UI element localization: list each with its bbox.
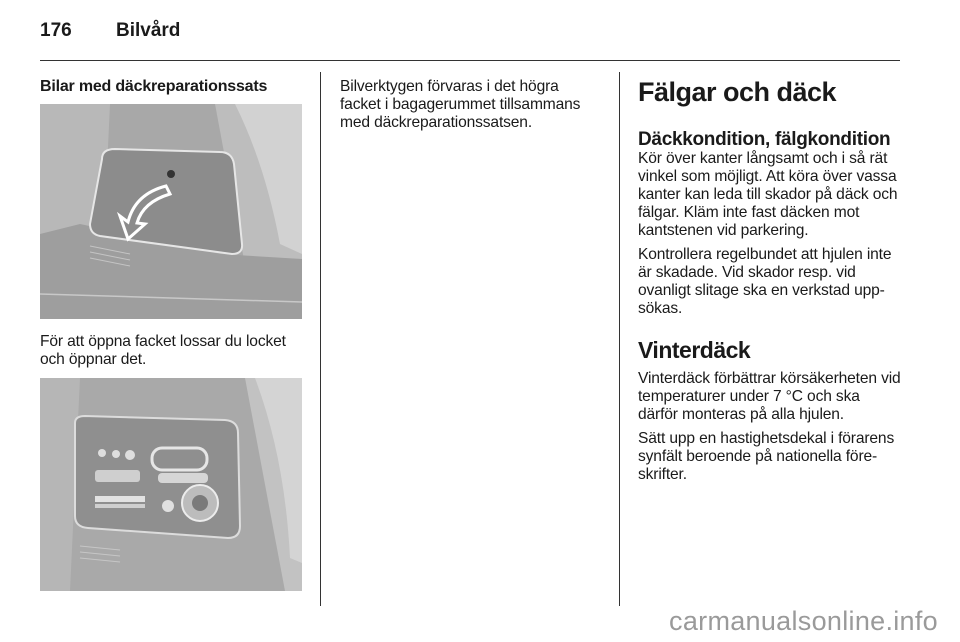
toolkit-drawing [40, 378, 302, 591]
section-heading-repair-kit: Bilar med däckreparationssats [40, 78, 268, 95]
page-number: 176 [40, 20, 72, 41]
tire-condition-p2: Kontrollera regelbundet att hjulen inte är skadade. Vid skador resp. vid ovanligt slitage ska en verkstad upp-sökas. [638, 246, 892, 317]
section-heading-winter-tires: Vinterdäck [638, 337, 751, 363]
watermark-text: carmanualsonline.info [669, 606, 938, 636]
chapter-title: Bilvård [116, 20, 181, 41]
figure-caption [40, 333, 302, 375]
column-middle [340, 78, 602, 138]
illustration-toolkit-compartment [40, 378, 302, 591]
toolkit-text: Bilverktygen förvaras i det högra facket i bagagerummet tillsammans med däckreparationssatsen. [340, 78, 581, 131]
column-divider-1 [320, 72, 321, 606]
winter-tires-p2: Sätt upp en hastighetsdekal i förarens synfält beroende på nationella före-skrifter. [638, 430, 895, 483]
illustration-trunk-cover [40, 104, 302, 319]
trunk-cover-drawing [40, 104, 302, 319]
caption-text: För att öppna facket lossar du locket och öppnar det. [40, 333, 286, 368]
section-heading-tire-condition: Däckkondition, fälgkondition [638, 129, 891, 150]
tire-condition-p1: Kör över kanter långsamt och i så rät vinkel som möjligt. Att köra över vassa kanter kan leda till skador på däck och fälgar. Kläm inte fast däcken mot kantstenen vid parkering. [638, 150, 898, 239]
column-left [40, 78, 302, 96]
column-right [638, 78, 902, 490]
column-divider-2 [619, 72, 620, 606]
page-header [40, 20, 900, 61]
winter-tires-p1: Vinterdäck förbättrar körsäkerheten vid temperaturer under 7 °C och ska därför monteras på alla hjulen. [638, 370, 901, 423]
main-title: Fälgar och däck [638, 77, 837, 107]
